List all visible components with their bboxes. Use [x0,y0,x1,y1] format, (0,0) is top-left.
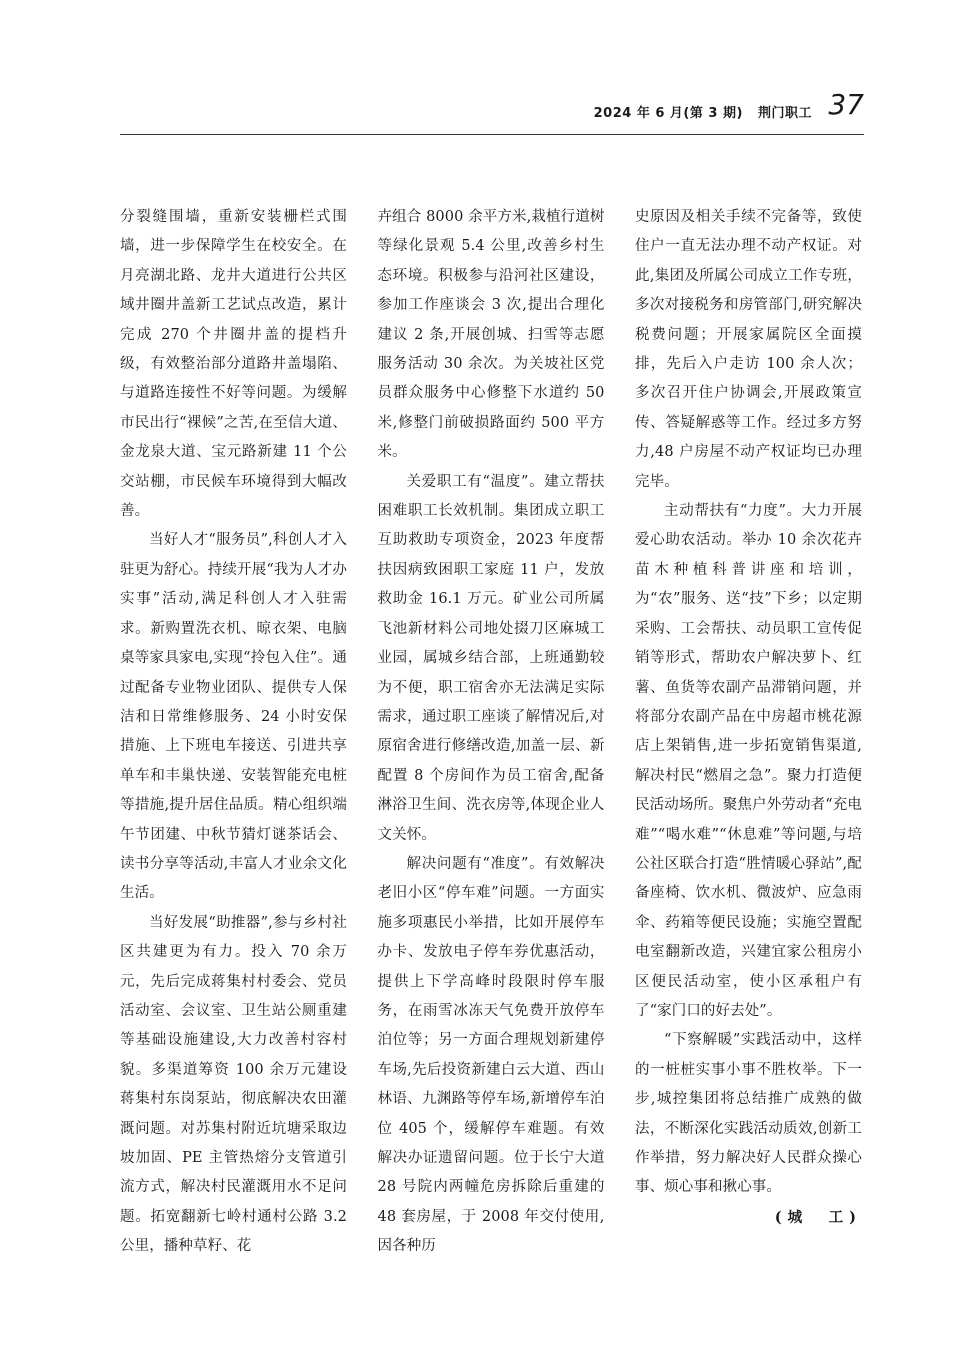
paragraph: 卉组合 8000 余平方米,栽植行道树等绿化景观 5.4 公里,改善乡村生态环境。积极参与沿河社区建设，参加工作座谈会 3 次,提出合理化建议 2 条,开展创城、扫雪等志愿服务活动 30 余次。为关坡社区党员群众服务中心修整下水道约 50 米,修整门前破损路面约 500 平方米。 [377,209,605,461]
page-header [120,88,864,126]
paragraph: 史原因及相关手续不完备等，致使住户一直无法办理不动产权证。对此,集团及所属公司成立工作专班，多次对接税务和房管部门,研究解决税费问题；开展家属院区全面摸排，先后入户走访 100 余人次；多次召开住户协调会,开展政策宣传、答疑解惑等工作。经过多方努力,48 户房屋不动产权证均已办理完毕。 [635,209,862,490]
paragraph: 主动帮扶有“力度”。大力开展爱心助农活动。举办 10 余次花卉苗木种植科普讲座和培训，为“农”服务、送“技”下乡；以定期采购、工会帮扶、动员职工宣传促销等形式，帮助农户解决萝卜、红薯、鱼货等农副产品滞销问题，并将部分农副产品在中房超市桃花源店上架销售,进一步拓宽销售渠道,解决村民“燃眉之急”。聚力打造便民活动场所。聚焦户外劳动者“充电难”“喝水难”“休息难”等问题,与培公社区联合打造“胜情暖心驿站”,配备座椅、饮水机、微波炉、应急雨伞、药箱等便民设施；实施空置配电室翻新改造，兴建宜家公租房小区便民活动室，使小区承租户有了“家门口的好去处”。 [635,503,862,1019]
page-number: 37 [828,88,864,121]
paragraph: 关爱职工有“温度”。建立帮扶困难职工长效机制。集团成立职工互助救助专项资金，2023 年度帮扶因病致困职工家庭 11 户，发放救助金 16.1 万元。矿业公司所属飞池新材料公司地处掇刀区麻城工业园，属城乡结合部，上班通勤较为不便，职工宿舍亦无法满足实际需求，通过职工座谈了解情况后,对原宿舍进行修缮改造,加盖一层、新配置 8 个房间作为员工宿舍,配备淋浴卫生间、洗衣房等,体现企业人文关怀。 [377,473,605,843]
column-3 [635,203,862,1262]
column-2 [378,203,605,1262]
paragraph: 当好发展“助推器”,参与乡村社区共建更为有力。投入 70 余万元，先后完成蒋集村村委会、党员活动室、会议室、卫生站公厕重建等基础设施建设,大力改善村容村貌。多渠道筹资 100 余万元建设蒋集村东岗泵站，彻底解决农田灌溉问题。对苏集村附近坑塘采取边坡加固、PE 主管热熔分支管道引流方式，解决村民灌溉用水不足问题。拓宽翻新七岭村通村公路 3.2 公里，播种草籽、花 [120,914,347,1255]
header-rule [120,134,864,135]
issue-date: 2024 年 6 月(第 3 期) [593,106,743,121]
author-signature: (城 工) [774,1208,862,1226]
paragraph: 当好人才“服务员”,科创人才入驻更为舒心。持续开展“我为人才办实事”活动,满足科创人才入驻需求。新购置洗衣机、晾衣架、电脑桌等家具家电,实现“拎包入住”。通过配备专业物业团队、提供专人保洁和日常维修服务、24 小时安保措施、上下班电车接送、引进共享单车和丰巢快递、安装智能充电桩等措施,提升居住品质。精心组织端午节团建、中秋节猜灯谜茶话会、读书分享等活动,丰富人才业余文化生活。 [120,532,347,902]
paragraph: “下察解暖”实践活动中，这样的一桩桩实事小事不胜枚举。下一步,城控集团将总结推广成熟的做法，不断深化实践活动质效,创新工作举措，努力解决好人民群众操心事、烦心事和揪心事。 [635,1032,862,1196]
header-issue-journal [594,102,812,121]
journal-title: 荆门职工 [757,106,812,121]
paragraph: 解决问题有“准度”。有效解决老旧小区“停车难”问题。一方面实施多项惠民小举措，比如开展停车办卡、发放电子停车券优惠活动，提供上下学高峰时段限时停车服务，在雨雪冰冻天气免费开放停车泊位等；另一方面合理规划新建停车场,先后投资新建白云大道、西山林语、九渊路等停车场,新增停车泊位 405 个，缓解停车难题。有效解决办证遗留问题。位于长宁大道 28 号院内两幢危房拆除后重建的 48 套房屋，于 2008 年交付使用,因各种历 [377,855,605,1255]
paragraph: 分裂缝围墙，重新安装栅栏式围墙，进一步保障学生在校安全。在月亮湖北路、龙井大道进行公共区域井圈井盖新工艺试点改造，累计完成 270 个井圈井盖的提档升级，有效整治部分道路井盖塌陷、与道路连接性不好等问题。为缓解市民出行“裸候”之苦,在至信大道、金龙泉大道、宝元路新建 11 个公交站棚，市民候车环境得到大幅改善。 [120,209,347,520]
article-body [120,203,862,1262]
column-1 [120,203,347,1262]
